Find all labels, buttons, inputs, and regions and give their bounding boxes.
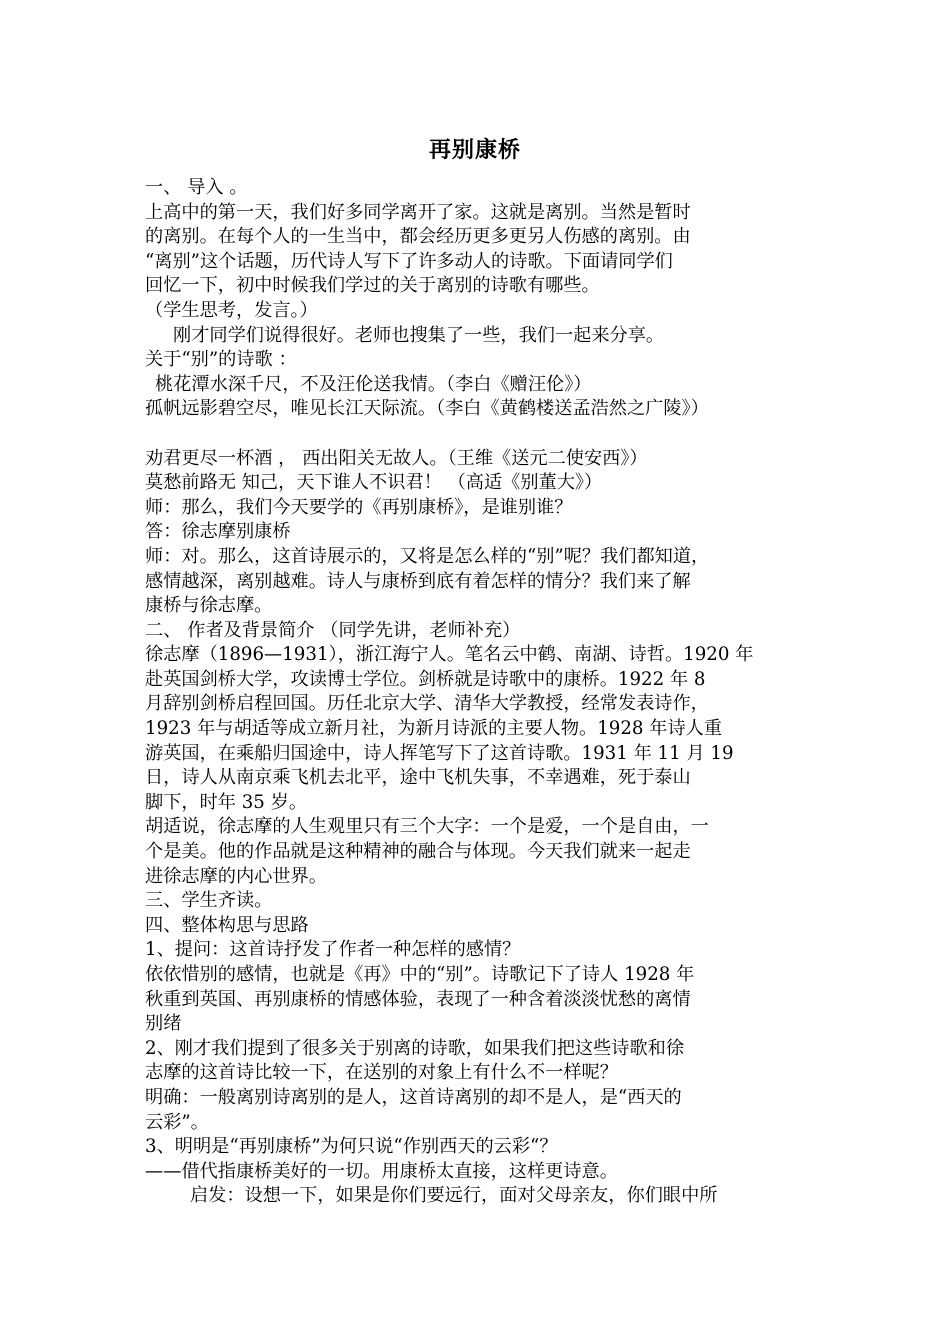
question-line: 2、刚才我们提到了很多关于别离的诗歌，如果我们把这些诗歌和徐	[145, 1037, 685, 1059]
poem-line: 桃花潭水深千尺，不及汪伦送我情。（李白《赠汪伦》）	[155, 373, 592, 395]
section-heading-reading: 三、学生齐读。	[145, 890, 273, 912]
paragraph-line: 月辞别剑桥启程回国。历任北京大学、清华大学教授，经常发表诗作，	[145, 693, 709, 715]
paragraph-line: 上高中的第一天，我们好多同学离开了家。这就是离别。当然是暂时	[145, 201, 691, 223]
paragraph-line: 别绪	[145, 1013, 182, 1035]
paragraph-line: 徐志摩（1896—1931），浙江海宁人。笔名云中鹤、南湖、诗哲。1920 年	[145, 644, 754, 666]
paragraph-line: 进徐志摩的内心世界。	[145, 865, 327, 887]
section-heading-structure: 四、整体构思与思路	[145, 914, 309, 936]
paragraph-line: 赴英国剑桥大学，攻读博士学位。剑桥就是诗歌中的康桥。1922 年 8	[145, 668, 706, 690]
section-heading-intro: 一、 导入 。	[145, 177, 248, 198]
section-heading-author: 二、 作者及背景简介 （同学先讲，老师补充）	[145, 619, 521, 641]
paragraph-line: 脚下，时年 35 岁。	[145, 791, 308, 813]
blank-line	[145, 422, 810, 447]
paragraph-line: 关于“别”的诗歌 ：	[145, 349, 297, 371]
paragraph-line: 的离别。在每个人的一生当中，都会经历更多更另人伤感的离别。由	[145, 226, 691, 248]
paragraph-line: 个是美。他的作品就是这种精神的融合与体现。今天我们就来一起走	[145, 841, 691, 863]
paragraph-line: 志摩的这首诗比较一下，在送别的对象上有什么不一样呢？	[145, 1062, 618, 1084]
paragraph-line: 感情越深，离别越难。诗人与康桥到底有着怎样的情分？我们来了解	[145, 570, 691, 592]
paragraph-line: 胡适说，徐志摩的人生观里只有三个大字：一个是爱，一个是自由，一	[145, 816, 709, 838]
paragraph-line: 刚才同学们说得很好。老师也搜集了一些，我们一起来分享。	[173, 324, 665, 346]
paragraph-line: 康桥与徐志摩。	[145, 595, 273, 617]
paragraph-line: “离别”这个话题，历代诗人写下了许多动人的诗歌。下面请同学们	[145, 250, 673, 272]
dialogue-line: 师：那么，我们今天要学的《再别康桥》，是谁别谁？	[145, 496, 573, 518]
dialogue-line: 师：对。那么，这首诗展示的，又将是怎么样的“别”呢？我们都知道，	[145, 545, 710, 567]
paragraph-line: 游英国，在乘船归国途中，诗人挥笔写下了这首诗歌。1931 年 11 月 19	[145, 742, 734, 764]
question-line: 1、提问：这首诗抒发了作者一种怎样的感情？	[145, 939, 521, 961]
paragraph-line: 明确：一般离别诗离别的是人，这首诗离别的却不是人，是“西天的	[145, 1086, 682, 1108]
poem-line: 劝君更尽一杯酒 ， 西出阳关无故人。（王维《送元二使安西》）	[145, 447, 648, 469]
paragraph-line: ——借代指康桥美好的一切。用康桥太直接，这样更诗意。	[145, 1160, 618, 1182]
paragraph-line: 秋重到英国、再别康桥的情感体验，表现了一种含着淡淡忧愁的离情	[145, 988, 691, 1010]
document-body	[145, 176, 810, 1209]
paragraph-line: （学生思考，发言。）	[145, 299, 318, 321]
paragraph-line: 日，诗人从南京乘飞机去北平，途中飞机失事，不幸遇难，死于泰山	[145, 767, 691, 789]
paragraph-line: 1923 年与胡适等成立新月社，为新月诗派的主要人物。1928 年诗人重	[145, 718, 723, 740]
poem-line: 孤帆远影碧空尽，唯见长江天际流。（李白《黄鹤楼送孟浩然之广陵》）	[145, 398, 709, 420]
dialogue-line: 答：徐志摩别康桥	[145, 521, 291, 543]
paragraph-line: 回忆一下，初中时候我们学过的关于离别的诗歌有哪些。	[145, 275, 600, 297]
paragraph-line: 云彩”。	[145, 1111, 209, 1133]
question-line: 3、明明是“再别康桥”为何只说“作别西天的云彩“？	[145, 1136, 558, 1158]
paragraph-line: 启发：设想一下，如果是你们要远行，面对父母亲友，你们眼中所	[190, 1185, 718, 1207]
poem-line: 莫愁前路无 知己，天下谁人不识君！ （高适《别董大》）	[145, 472, 603, 494]
paragraph-line: 依依惜别的感情，也就是《再》中的“别”。诗歌记下了诗人 1928 年	[145, 964, 695, 985]
page-title: 再别康桥	[428, 137, 521, 163]
